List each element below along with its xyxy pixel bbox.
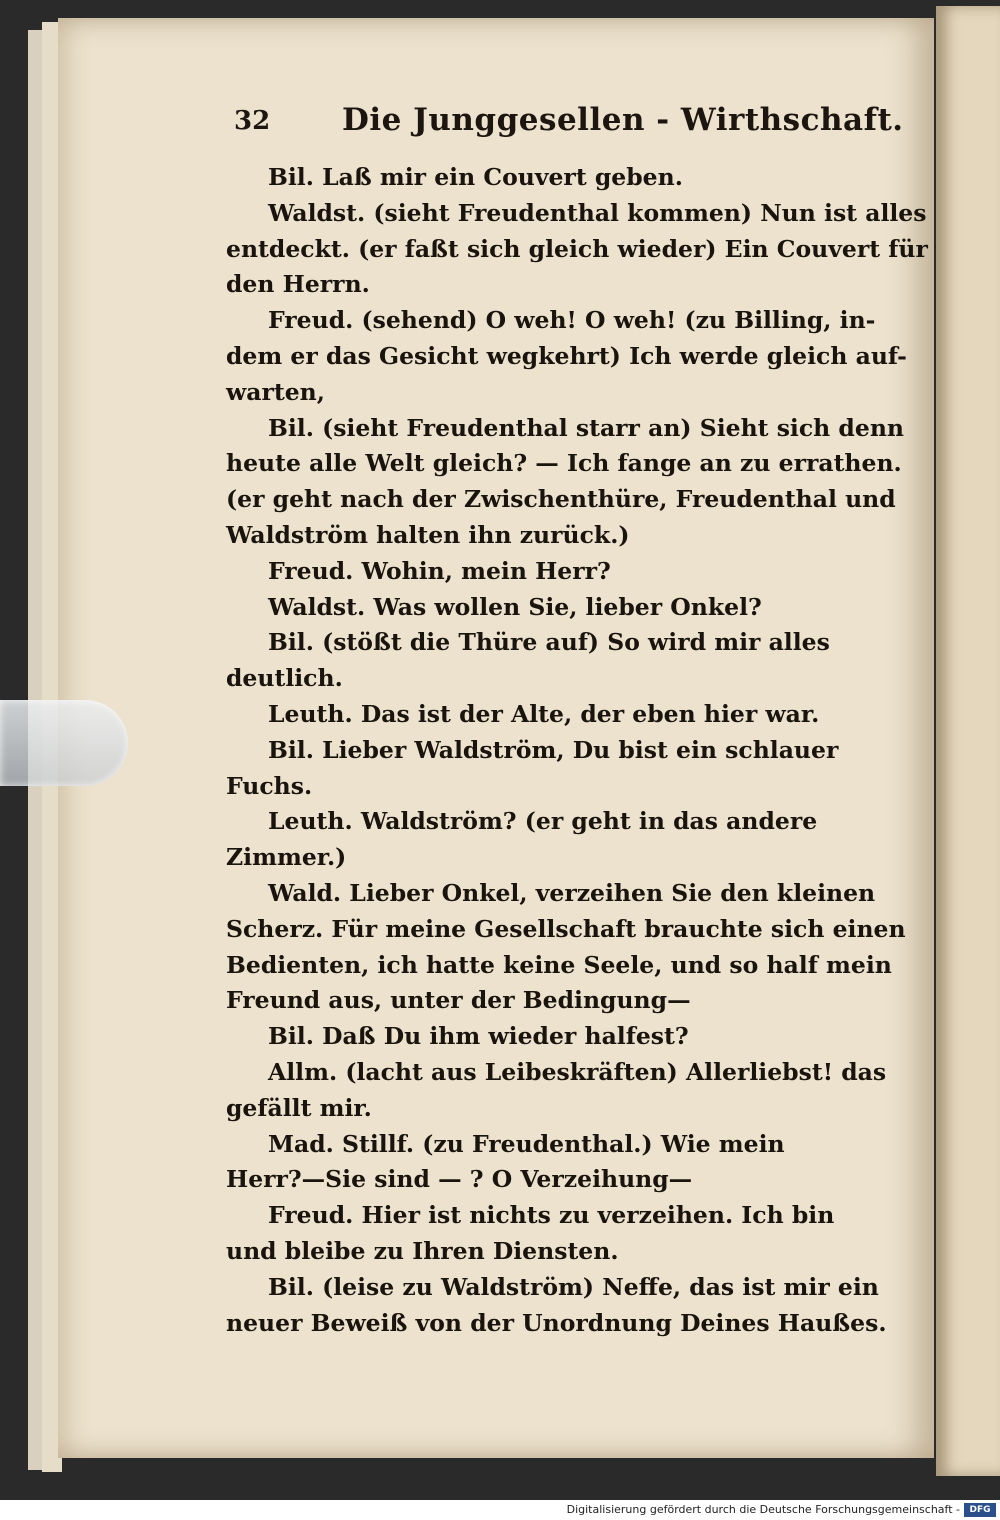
text-line: gefällt mir. [226, 1093, 372, 1122]
text-line: den Herrn. [226, 270, 370, 299]
text-line: neuer Beweiß von der Unordnung Deines Haußes. [226, 1308, 887, 1337]
text-line: Bil. (stößt die Thüre auf) So wird mir alles [268, 628, 830, 657]
page-clip [0, 700, 128, 786]
text-line: Leuth. Waldström? (er geht in das andere [268, 807, 818, 836]
text-line: warten, [226, 377, 325, 406]
text-line: Wald. Lieber Onkel, verzeihen Sie den kleinen [268, 878, 876, 907]
text-line: Waldst. (sieht Freudenthal kommen) Nun ist alles [268, 198, 927, 227]
text-line: Fuchs. [226, 771, 313, 800]
text-line: Bil. (sieht Freudenthal starr an) Sieht sich denn [268, 413, 904, 442]
text-line: heute alle Welt gleich? — Ich fange an zu errathen. [226, 449, 902, 478]
footer-credit: Digitalisierung gefördert durch die Deutsche Forschungsgemeinschaft - [566, 1503, 960, 1516]
facing-page [936, 6, 1000, 1476]
footer-bar [0, 1500, 1000, 1520]
text-line: deutlich. [226, 664, 343, 693]
text-line: (er geht nach der Zwischenthüre, Freudenthal und [226, 485, 896, 514]
text-line: Bil. (leise zu Waldström) Neffe, das ist mir ein [268, 1272, 879, 1301]
page-body [226, 160, 928, 1341]
text-line: Bil. Lieber Waldström, Du bist ein schlauer [268, 735, 839, 764]
text-line: Scherz. Für meine Gesellschaft brauchte sich einen [226, 914, 906, 943]
text-line: und bleibe zu Ihren Diensten. [226, 1236, 619, 1265]
text-line: Bedienten, ich hatte keine Seele, und so half mein [226, 950, 892, 979]
text-line: Freud. (sehend) O weh! O weh! (zu Billing, in- [268, 306, 876, 335]
text-line: Freud. Hier ist nichts zu verzeihen. Ich bin [268, 1201, 835, 1230]
running-head: Die Junggesellen - Wirthschaft. [342, 102, 904, 138]
text-line: Waldst. Was wollen Sie, lieber Onkel? [268, 592, 762, 621]
text-line: Freund aus, unter der Bedingung— [226, 986, 691, 1015]
page-number: 32 [234, 106, 271, 136]
text-line: Allm. (lacht aus Leibeskräften) Allerliebst! das [268, 1057, 887, 1086]
text-line: Bil. Daß Du ihm wieder halfest? [268, 1022, 689, 1051]
text-line: Leuth. Das ist der Alte, der eben hier war. [268, 699, 820, 728]
text-line: Freud. Wohin, mein Herr? [268, 556, 611, 585]
text-line: Herr?—Sie sind — ? O Verzeihung— [226, 1165, 693, 1194]
page-header [234, 100, 904, 146]
text-line: dem er das Gesicht wegkehrt) Ich werde gleich auf- [226, 341, 907, 370]
text-line: entdeckt. (er faßt sich gleich wieder) Ein Couvert für [226, 234, 928, 263]
dfg-logo-icon: DFG [964, 1503, 996, 1517]
text-line: Bil. Laß mir ein Couvert geben. [268, 163, 683, 191]
text-line: Mad. Stillf. (zu Freudenthal.) Wie mein [268, 1129, 785, 1158]
text-line: Zimmer.) [226, 843, 347, 872]
text-line: Waldström halten ihn zurück.) [226, 520, 630, 549]
